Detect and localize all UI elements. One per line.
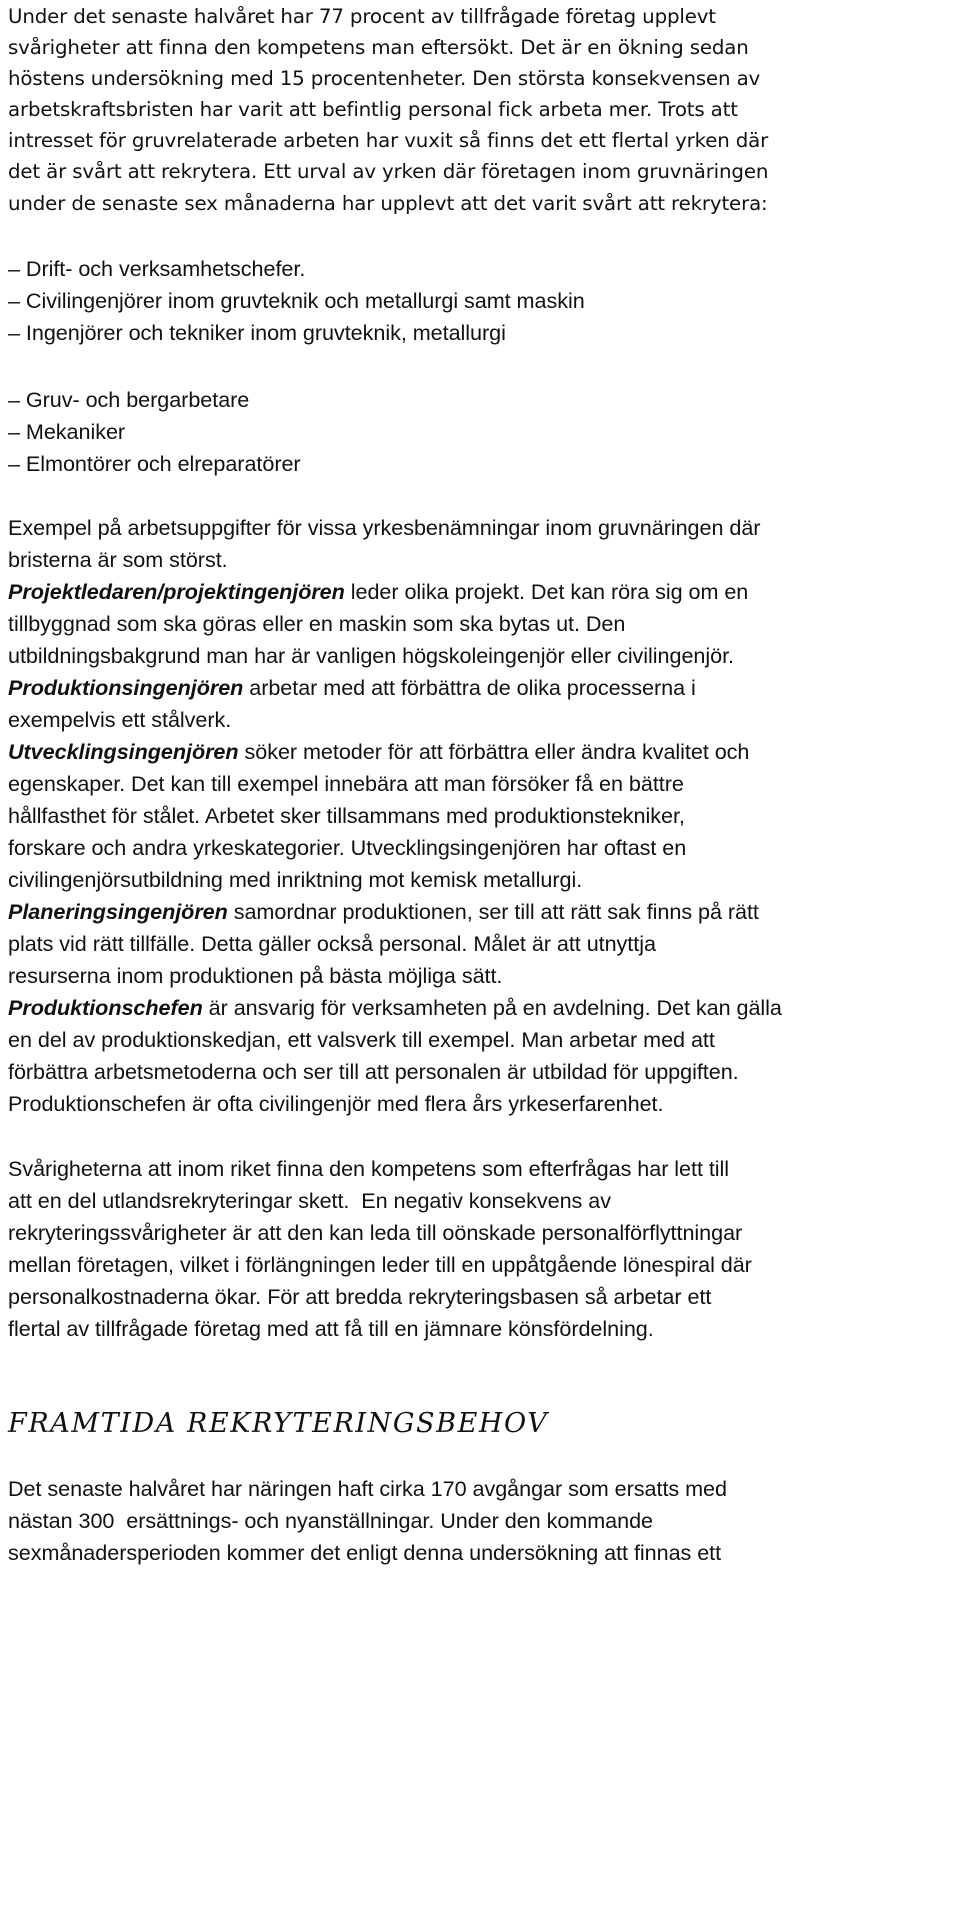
text-line: nästan 300 ersättnings- och nyanställningar. Under den kommande — [8, 1508, 654, 1533]
role-description: leder olika projekt. Det kan röra sig om en — [344, 579, 749, 604]
text-line: intresset för gruvrelaterade arbeten har vuxit så finns det ett flertal yrken där — [8, 129, 769, 152]
role-description: är ansvarig för verksamheten på en avdelning. Det kan gälla — [202, 995, 782, 1020]
text-line: Produktionschefen är ofta civilingenjör med flera års yrkeserfarenhet. — [8, 1091, 664, 1116]
role-term: Produktionsingenjören — [8, 675, 244, 700]
role-term: Utvecklingsingenjören — [8, 739, 239, 764]
text-line: Det senaste halvåret har näringen haft cirka 170 avgångar som ersatts med — [8, 1476, 727, 1501]
list-item: – Gruv- och bergarbetare — [8, 387, 250, 412]
role-first-line — [8, 735, 749, 769]
text-line: att en del utlandsrekryteringar skett. En negativ konsekvens av — [8, 1188, 611, 1213]
text-line: resurserna inom produktionen på bästa möjliga sätt. — [8, 963, 503, 988]
text-line: förbättra arbetsmetoderna och ser till att personalen är utbildad för uppgiften. — [8, 1059, 739, 1084]
text-line: personalkostnaderna ökar. För att bredda rekryteringsbasen så arbetar ett — [8, 1284, 712, 1309]
text-line: bristerna är som störst. — [8, 547, 228, 572]
list-item: – Mekaniker — [8, 419, 126, 444]
text-line: utbildningsbakgrund man har är vanligen högskoleingenjör eller civilingenjör. — [8, 643, 734, 668]
text-line: forskare och andra yrkeskategorier. Utvecklingsingenjören har oftast en — [8, 835, 687, 860]
role-first-line — [8, 575, 748, 609]
text-line: civilingenjörsutbildning med inriktning mot kemisk metallurgi. — [8, 867, 583, 892]
text-line: egenskaper. Det kan till exempel innebära att man försöker få en bättre — [8, 771, 684, 796]
text-line: Under det senaste halvåret har 77 procent av tillfrågade företag upplevt — [8, 5, 716, 28]
text-line: mellan företagen, vilket i förlängningen leder till en uppåtgående lönespiral där — [8, 1252, 752, 1277]
list-item: – Elmontörer och elreparatörer — [8, 451, 301, 476]
text-line: plats vid rätt tillfälle. Detta gäller också personal. Målet är att utnyttja — [8, 931, 656, 956]
text-line: Svårigheterna att inom riket finna den kompetens som efterfrågas har lett till — [8, 1156, 730, 1181]
text-line: det är svårt att rekrytera. Ett urval av yrken där företagen inom gruvnäringen — [8, 160, 769, 183]
text-line: en del av produktionskedjan, ett valsverk till exempel. Man arbetar med att — [8, 1027, 715, 1052]
text-line: Exempel på arbetsuppgifter för vissa yrkesbenämningar inom gruvnäringen där — [8, 515, 761, 540]
list-item: – Civilingenjörer inom gruvteknik och metallurgi samt maskin — [8, 288, 585, 313]
text-line: svårigheter att finna den kompetens man eftersökt. Det är en ökning sedan — [8, 36, 749, 59]
role-description: samordnar produktionen, ser till att rätt sak finns på rätt — [227, 899, 759, 924]
role-description: arbetar med att förbättra de olika processerna i — [243, 675, 696, 700]
text-line: rekryteringssvårigheter är att den kan leda till oönskade personalförflyttningar — [8, 1220, 743, 1245]
role-first-line — [8, 991, 782, 1025]
role-first-line — [8, 671, 696, 705]
role-term: Produktionschefen — [8, 995, 203, 1020]
text-line: exempelvis ett stålverk. — [8, 707, 232, 732]
role-term: Planeringsingenjören — [8, 899, 228, 924]
role-term: Projektledaren/projektingenjören — [8, 579, 345, 604]
list-item: – Drift- och verksamhetschefer. — [8, 256, 306, 281]
list-item: – Ingenjörer och tekniker inom gruvteknik, metallurgi — [8, 320, 506, 345]
text-line: under de senaste sex månaderna har upplevt att det varit svårt att rekrytera: — [8, 192, 768, 215]
role-first-line — [8, 895, 759, 929]
text-line: sexmånadersperioden kommer det enligt denna undersökning att finnas ett — [8, 1540, 722, 1565]
section-heading: FRAMTIDA REKRYTERINGSBEHOV — [8, 1408, 549, 1439]
text-line: arbetskraftsbristen har varit att befintlig personal fick arbeta mer. Trots att — [8, 98, 738, 121]
role-description: söker metoder för att förbättra eller ändra kvalitet och — [238, 739, 750, 764]
text-line: tillbyggnad som ska göras eller en maskin som ska bytas ut. Den — [8, 611, 626, 636]
text-line: hållfasthet för stålet. Arbetet sker tillsammans med produktionstekniker, — [8, 803, 685, 828]
text-line: flertal av tillfrågade företag med att få till en jämnare könsfördelning. — [8, 1316, 654, 1341]
text-line: höstens undersökning med 15 procentenheter. Den största konsekvensen av — [8, 67, 761, 90]
